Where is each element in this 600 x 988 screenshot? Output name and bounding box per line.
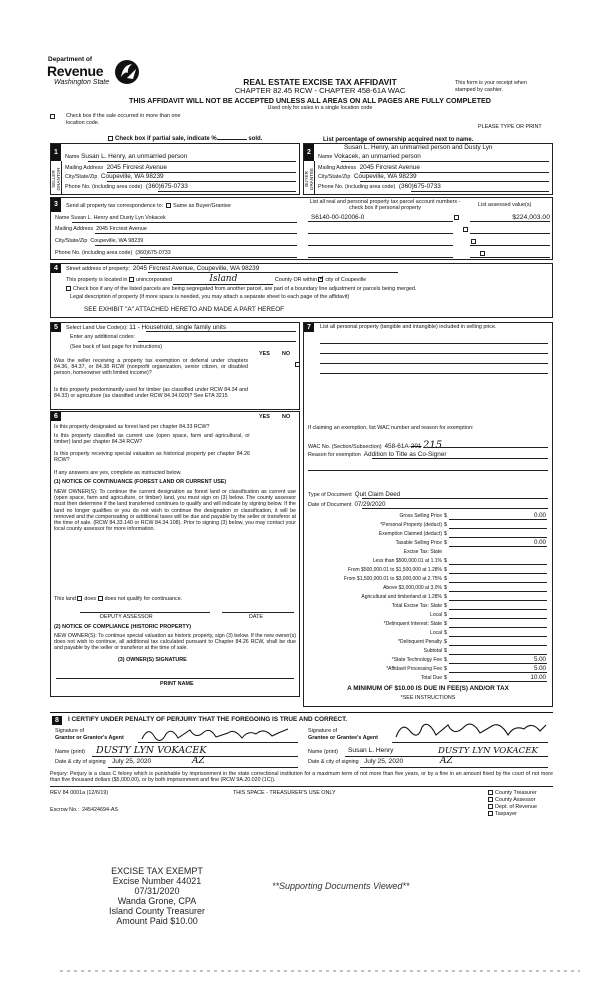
- seller-phone-row: Phone No. (including area code) (360)675-0733: [65, 183, 188, 190]
- corr-phone-row: Phone No. (including area code) (360)675-0733: [55, 250, 171, 256]
- street-row: Street address of property: 2045 Fircrest Avenue, Coupeville, WA 98239: [66, 265, 260, 272]
- see-back: (See back of last page for instructions): [70, 344, 162, 350]
- multi-location-row: [50, 113, 190, 126]
- copy-county-treasurer-checkbox[interactable]: [488, 790, 493, 795]
- grantee-name-printed: Susan L. Henry: [348, 747, 394, 754]
- tax-row-dollar: $: [444, 576, 447, 582]
- tax-row: [306, 512, 552, 521]
- tax-row: [306, 647, 552, 656]
- tax-row: [306, 566, 552, 575]
- tax-row-label: Exemption Claimed (deduct): [378, 531, 442, 537]
- supporting-docs-viewed: **Supporting Documents Viewed**: [272, 881, 410, 891]
- tax-row: [306, 584, 552, 593]
- tax-row-label: Subtotal: [423, 648, 442, 654]
- tax-row-label: Gross Selling Price: [399, 513, 442, 519]
- s6-q1: Is this property designated as forest land per chapter 84.33 RCW?: [54, 424, 210, 430]
- doc-type: Quit Claim Deed: [354, 491, 401, 498]
- doc-type-row: Type of Document Quit Claim Deed: [308, 491, 401, 498]
- tax-row-label: Total Excise Tax: State: [391, 603, 442, 609]
- copy-taxpayer-checkbox[interactable]: [488, 811, 493, 816]
- parcel-1-personal-checkbox[interactable]: [454, 215, 459, 220]
- seller-city-row: City/State/Zip Coupeville, WA 98239: [65, 173, 164, 180]
- seller-name: Susan L. Henry, an unmarried person: [81, 153, 188, 160]
- see-instructions: *SEE INSTRUCTIONS: [400, 695, 456, 701]
- copy-distribution: County Treasurer County Assessor Dept. of Revenue Taxpayer: [488, 790, 537, 818]
- minimum-due: A MINIMUM OF $10.00 IS DUE IN FEE(S) AND/OR TAX: [347, 685, 509, 692]
- tax-row-dollar: $: [444, 531, 447, 537]
- seller-mailing: 2045 Fircrest Avenue: [106, 164, 167, 171]
- wac-row: WAC No. (Section/Subsection) 458-61A-201 215: [308, 440, 443, 451]
- county-handwritten: Island: [173, 275, 273, 285]
- logo-revenue-text: Revenue: [47, 63, 104, 79]
- multi-location-label: Check box if the sale occurred in more than one location code.: [66, 113, 181, 126]
- buyer-city-row: City/State/Zip Coupeville, WA 98239: [318, 173, 417, 180]
- buyer-name: Vokacek, an unmarried person: [334, 153, 421, 160]
- dor-logo: [44, 57, 144, 95]
- please-type: PLEASE TYPE OR PRINT: [478, 124, 542, 130]
- buyer-phone-row: Phone No. (including area code) (360)675-0733: [318, 183, 441, 190]
- print-name-label: PRINT NAME: [160, 681, 194, 687]
- grantee-signature-icon: [392, 717, 550, 743]
- buyer-phone: (360)675-0733: [398, 183, 441, 190]
- corr-mailing-row: Mailing Address 2045 Fircrest Avenue: [55, 226, 147, 232]
- exemption-reason: Addition to Title as Co-Signer: [363, 451, 447, 458]
- tax-row-dollar: $: [444, 612, 447, 618]
- tax-row-label: From $1,500,000.01 to $3,000,000 at 2.75%: [343, 576, 442, 582]
- does-not-checkbox[interactable]: [98, 596, 103, 601]
- grantee-sig-label: Signature of Grantee or Grantee's Agent: [308, 728, 378, 741]
- buyer-section-number: 2: [304, 144, 314, 161]
- seller-city: Coupeville, WA 98239: [100, 173, 164, 180]
- does-checkbox[interactable]: [77, 596, 82, 601]
- tax-row: [306, 656, 552, 665]
- partial-sale-row: [108, 136, 262, 142]
- parcel-3-personal-checkbox[interactable]: [471, 239, 476, 244]
- notice-2-text: NEW OWNER(S): To continue special valuation as historic property, sign (3) below. If the new owner(s) does not wish to continue, all additional tax calculated pursuant to Chapter 84.26 RCW, shall be due and payable by the seller or transferor at the time of sale.: [54, 633, 296, 652]
- parcel-2-personal-checkbox[interactable]: [463, 227, 468, 232]
- tax-row-label: *Affidavit Processing Fee: [386, 666, 442, 672]
- section-8-number: 8: [52, 716, 62, 725]
- personal-property-label: List all personal property (tangible and intangible) included in selling price.: [320, 324, 497, 330]
- buyer-name-line1: Susan L. Henry, an unmarried person and Dusty Lyn: [344, 144, 493, 151]
- tax-row-dollar: $: [444, 513, 447, 519]
- s5-q2: Is this property predominantly used for timber (as classified under RCW 84.34 and 84.33) or agriculture (as classified under RCW 84.34.020)? See ETA 3215: [54, 387, 248, 400]
- used-only-note: Used only for sales in a single location code: [267, 105, 373, 111]
- notice-1-title: (1) NOTICE OF CONTINUANCE (FOREST LAND OR CURRENT USE): [54, 479, 227, 485]
- land-use-code: 11 - Household, single family units: [129, 324, 227, 331]
- copy-dept-revenue-checkbox[interactable]: [488, 804, 493, 809]
- tax-row-dollar: $: [444, 621, 447, 627]
- copy-county-assessor-checkbox[interactable]: [488, 797, 493, 802]
- tax-row-value: 5.00: [533, 656, 546, 663]
- grantee-date: July 25, 2020: [364, 758, 404, 765]
- rev-number: REV 84 0001a (12/6/19): [50, 790, 109, 796]
- multi-location-checkbox[interactable]: [50, 114, 55, 119]
- grantor-date-label: Date & city of signing: [55, 759, 106, 765]
- partial-sale-checkbox[interactable]: [108, 136, 113, 141]
- doc-date-row: Date of Document 07/29/2020: [308, 501, 386, 508]
- send-correspondence-row: Send all property tax correspondence to: Same as Buyer/Grantee: [66, 202, 231, 209]
- parcel-number: S6140-00-02006-0: [311, 214, 365, 221]
- section-8-line-top: [50, 712, 553, 713]
- exemption-claim-label: If claiming an exemption, list WAC number and reason for exemption:: [308, 425, 474, 431]
- tax-row-label: Local: [430, 612, 442, 618]
- s5-no-header: NO: [282, 351, 291, 357]
- receipt-note: This form is your receipt when stamped by cashier.: [455, 80, 527, 93]
- section-8-line-bottom: [50, 786, 553, 787]
- partial-sale-label: Check box if partial sale, indicate %: [115, 136, 217, 143]
- assessed-header: List assessed value(s): [478, 202, 532, 208]
- assessed-value: $224,003.00: [512, 214, 550, 221]
- tax-row-dollar: $: [444, 567, 447, 573]
- tax-row: [306, 602, 552, 611]
- tax-row-dollar: $: [444, 522, 447, 528]
- tax-row-dollar: $: [444, 639, 447, 645]
- unincorporated-checkbox[interactable]: [129, 277, 134, 282]
- tax-row: [306, 530, 552, 539]
- section-4-number: 4: [51, 264, 61, 273]
- notice-1-text: NEW OWNER(S): To continue the current designation as forest land or classification as current use (open space, farm and agriculture, or timber) land, you must sign on (3) below. The county assessor must then determine if the land transferred continues to qualify and will indicate by signing below. If the land no longer qualifies or you do not wish to continue the designation or classification, it will be removed and the compensating or additional taxes will be due and payable by the seller or transferor at the time of sale. (RCW 84.33.140 or RCW 84.34.108). Prior to signing (3) below, you may contact your local county assessor for more information.: [54, 489, 296, 533]
- tax-table: [306, 512, 552, 684]
- grantor-name-label: Name (print): [55, 749, 85, 755]
- perjury-text: Perjury: Perjury is a class C felony which is punishable by imprisonment in the state correctional institution for a maximum term of not more than five years, or by a fine in an amount fixed by the court of not more than five thousand dollars ($5,000.00), or by both imprisonment and fine (RCW 9A.20.020 (1C)).: [50, 771, 553, 784]
- corr-city: Coupeville, WA 98239: [90, 238, 144, 244]
- tax-row-value: 5.00: [533, 665, 546, 672]
- seller-mailing-row: Mailing Address 2045 Fircrest Avenue: [65, 164, 167, 171]
- scan-edge: [60, 970, 580, 972]
- wac-handwritten: 215: [422, 440, 443, 451]
- tax-row-dollar: $: [444, 585, 447, 591]
- corr-city-row: City/State/Zip Coupeville, WA 98239: [55, 238, 144, 244]
- notice-2-title: (2) NOTICE OF COMPLIANCE (HISTORIC PROPERTY): [54, 624, 192, 630]
- s6-q2: Is this property classified as current use (open space, farm and agricultural, or timber) land per chapter 84.34 RCW?: [54, 433, 250, 446]
- grantor-sig-label: Signature of Grantor or Grantor's Agent: [55, 728, 124, 741]
- section-3-number: 3: [51, 198, 61, 212]
- tax-row-dollar: $: [444, 558, 447, 564]
- buyer-mailing: 2045 Fircrest Avenue: [359, 164, 420, 171]
- legal-description-label: Legal description of property (if more space is needed, you may attach a separate sheet to each page of the affidavit): [70, 294, 350, 300]
- tax-row-dollar: $: [444, 594, 447, 600]
- section-7-number: 7: [304, 323, 314, 332]
- treasurer-use: THIS SPACE - TREASURER'S USE ONLY: [233, 790, 336, 796]
- tax-row: [306, 593, 552, 602]
- s5-q1: Was the seller receiving a property tax exemption or deferral under chapters 84.36, 84.37, or 84.38 RCW (nonprofit organization, senior citizen, or disabled person, homeowner with limited income)?: [54, 358, 248, 377]
- tax-row: [306, 575, 552, 584]
- grantor-date: July 25, 2020: [112, 758, 152, 765]
- tax-row-label: *State Technology Fee: [391, 657, 442, 663]
- tax-row: [306, 557, 552, 566]
- tax-row-label: Above $3,000,000 at 3.0%: [383, 585, 442, 591]
- form-chapter: CHAPTER 82.45 RCW - CHAPTER 458-61A WAC: [234, 86, 406, 95]
- section-5-number: 5: [51, 323, 61, 332]
- tax-row-label: Excise Tax: State: [403, 549, 442, 555]
- tax-row-label: Agricultural and timberland at 1.28%: [361, 594, 442, 600]
- grantor-name-handwritten: DUSTY LYN VOKACEK: [96, 745, 207, 756]
- tax-row-dollar: $: [444, 675, 447, 681]
- s5-q1-yes-checkbox[interactable]: [295, 362, 300, 367]
- tax-row-label: *Personal Property (deduct): [380, 522, 442, 528]
- legal-exhibit: SEE EXHIBIT "A" ATTACHED HERETO AND MADE A PART HEREOF: [84, 306, 285, 313]
- seller-name-row: Name Susan L. Henry, an unmarried person: [65, 153, 188, 160]
- tax-row: [306, 521, 552, 530]
- tax-row-label: Total Due: [420, 675, 442, 681]
- corr-mailing: 2045 Fircrest Avenue: [96, 226, 147, 232]
- wac-crossed: 201: [410, 443, 422, 450]
- grantee-city-handwritten: AZ: [440, 756, 453, 766]
- deputy-date-label: DATE: [249, 614, 263, 620]
- tax-row-label: *Delinquent Interest: State: [383, 621, 442, 627]
- tax-row: [306, 665, 552, 674]
- corr-name-row: Name Susan L. Henry and Dusty Lyn Vokacek: [55, 215, 166, 221]
- section-6-number: 6: [51, 412, 61, 421]
- tax-row-label: Local: [430, 630, 442, 636]
- tax-row: [306, 638, 552, 647]
- tax-row-label: Less than $500,000.01 at 1.1%: [372, 558, 442, 564]
- parcel-header: List all real and personal property tax parcel account numbers - check box if personal property: [309, 199, 461, 212]
- doc-date: 07/29/2020: [354, 501, 386, 508]
- tax-row: [306, 548, 552, 557]
- city-within-checkbox[interactable]: [318, 277, 323, 282]
- tax-row: [306, 539, 552, 548]
- certify-statement: I CERTIFY UNDER PENALTY OF PERJURY THAT THE FOREGOING IS TRUE AND CORRECT.: [68, 716, 348, 723]
- seller-side-label: SELLER GRANTOR: [51, 161, 62, 194]
- grantee-date-label: Date & city of signing: [308, 759, 359, 765]
- buyer-name-row: Name Vokacek, an unmarried person: [318, 153, 421, 160]
- tax-row-dollar: $: [444, 648, 447, 654]
- deputy-assessor-label: DEPUTY ASSESSOR: [100, 614, 153, 620]
- tax-row-dollar: $: [444, 630, 447, 636]
- partial-sale-suffix: sold.: [248, 136, 263, 143]
- tax-row-dollar: $: [444, 540, 447, 546]
- s6-q3: Is this property receiving special valuation as historical property per chapter 84.26 RCW?: [54, 451, 250, 464]
- buyer-mailing-row: Mailing Address 2045 Fircrest Avenue: [318, 164, 420, 171]
- tax-row-value: 0.00: [533, 539, 546, 546]
- corr-phone: (360)675-0733: [135, 250, 171, 256]
- grantor-signature-icon: [138, 724, 298, 744]
- corr-name: Susan L. Henry and Dusty Lyn Vokacek: [70, 215, 166, 221]
- tax-row: [306, 611, 552, 620]
- tax-row-dollar: $: [444, 603, 447, 609]
- tax-row-value: 0.00: [533, 512, 546, 519]
- s6-yes-header: YES: [259, 414, 270, 420]
- tax-row-label: Taxable Selling Price: [395, 540, 442, 546]
- logo-mark-icon: [114, 57, 140, 87]
- segregated-checkbox[interactable]: [66, 286, 71, 291]
- seller-section-number: 1: [51, 144, 61, 161]
- ownership-note: List percentage of ownership acquired next to name.: [323, 137, 474, 143]
- seller-phone: (360)675-0733: [145, 183, 188, 190]
- land-use-row: Select Land Use Code(s): 11 - Household, single family units: [66, 324, 227, 331]
- tax-row-dollar: $: [444, 657, 447, 663]
- buyer-city: Coupeville, WA 98239: [353, 173, 417, 180]
- s6-no-header: NO: [282, 414, 291, 420]
- excise-exempt-stamp: EXCISE TAX EXEMPT Excise Number 44021 07/31/2020 Wanda Grone, CPA Island County Treasurer Amount Paid $10.00: [108, 866, 206, 926]
- tax-row-value: 10.00: [530, 674, 546, 681]
- form-warning: THIS AFFIDAVIT WILL NOT BE ACCEPTED UNLESS ALL AREAS ON ALL PAGES ARE FULLY COMPLETED: [129, 96, 491, 105]
- tax-row-label: From $500,000.01 to $1,500,000 at 1.28%: [348, 567, 442, 573]
- form-title: REAL ESTATE EXCISE TAX AFFIDAVIT: [243, 77, 397, 87]
- tax-row: [306, 674, 552, 683]
- tax-row: [306, 620, 552, 629]
- grantee-name-label: Name (print): [308, 749, 338, 755]
- s5-yes-header: YES: [259, 351, 270, 357]
- grantee-name-handwritten: DUSTY LYN VOKACEK: [438, 746, 538, 756]
- tax-row: [306, 629, 552, 638]
- buyer-side-label: BUYER GRANTEE: [304, 161, 315, 194]
- escrow-row: Escrow No.: 245424694-AS: [50, 807, 119, 813]
- grantor-city-handwritten: AZ: [192, 756, 205, 766]
- logo-state-text: Washington State: [54, 79, 110, 86]
- located-row: This property is located in unincorporated Island County OR within ✓ city of Coupeville: [66, 275, 366, 285]
- tax-row-label: *Delinquent Penalty: [398, 639, 442, 645]
- parcel-4-personal-checkbox[interactable]: [480, 251, 485, 256]
- escrow-number: 245424694-AS: [82, 807, 119, 813]
- reason-row: Reason for exemption Addition to Title as Co-Signer: [308, 451, 447, 458]
- logo-dept-text: Department of: [48, 56, 93, 63]
- segregated-row: Check box if any of the listed parcels are being segregated from another parcel, are part of a boundary line adjustment or parcels being merged.: [66, 286, 416, 292]
- same-as-buyer-checkbox[interactable]: [166, 203, 171, 208]
- street-address: 2045 Fircrest Avenue, Coupeville, WA 98239: [132, 265, 260, 272]
- additional-codes: Enter any additional codes:: [70, 334, 136, 340]
- continuance-row: This land does does not qualify for continuance.: [54, 595, 183, 602]
- s6-if-yes: If any answers are yes, complete as instructed below.: [54, 470, 182, 476]
- tax-row-dollar: $: [444, 666, 447, 672]
- wac-printed: 458-61A-: [384, 443, 411, 450]
- owner-signature-label: (3) OWNER(S) SIGNATURE: [118, 657, 187, 663]
